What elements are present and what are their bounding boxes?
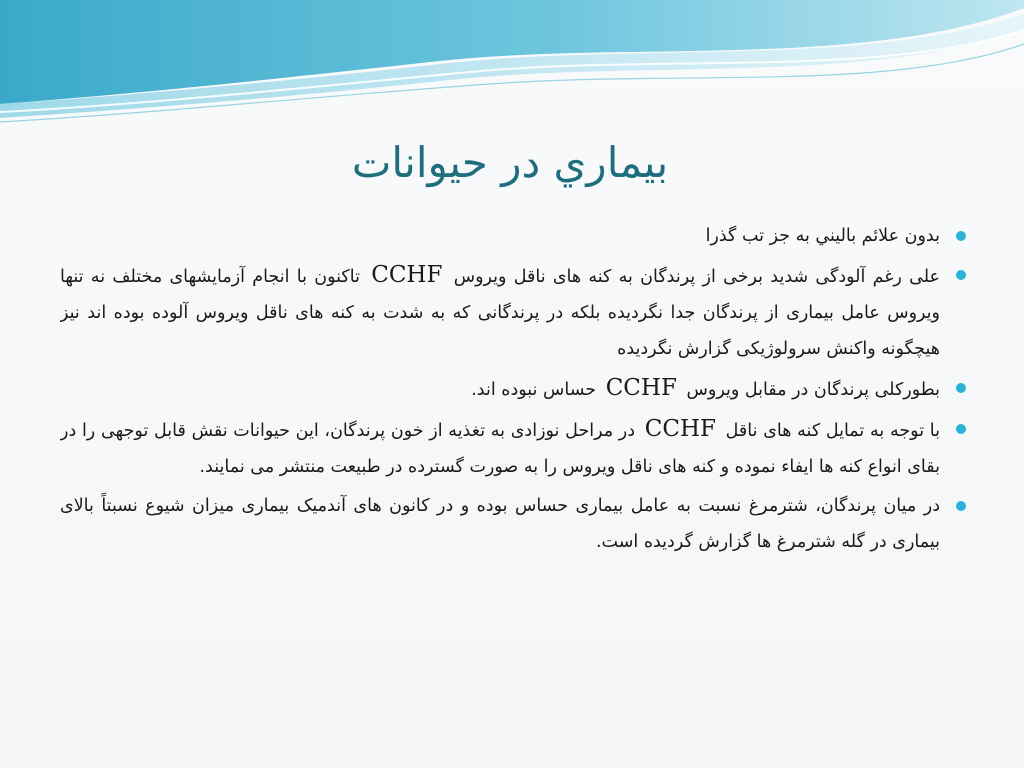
bullet-dot-icon	[956, 231, 966, 241]
bullet-dot-icon	[956, 501, 966, 511]
bullet-text-4a: با توجه به تمایل کنه های ناقل	[725, 421, 940, 441]
decorative-wave-header	[0, 0, 1024, 130]
bullet-item-3	[60, 370, 966, 408]
bullet-text-1: بدون علائم باليني به جز تب گذرا	[705, 226, 940, 246]
bullet-text-3b: حساس نبوده اند.	[471, 380, 597, 400]
bullet-text-4b: در مراحل نوزادی به تغذیه از خون پرندگان، این حیوانات نقش قابل توجهی را در بقای انواع کنه ها ایفاء نموده و کنه های ناقل ویروس را به صورت گسترده در طبیعت منتشر می نمایند.	[60, 421, 940, 477]
bullet-item-5	[60, 488, 966, 560]
bullet-term-4: CCHF	[644, 416, 716, 442]
bullet-text-2a: علی رغم آلودگی شدید برخی از پرندگان به کنه های ناقل ویروس	[453, 267, 940, 287]
slide-title: بيماري در حيوانات	[351, 138, 669, 187]
bullet-text-3a: بطورکلی پرندگان در مقابل ویروس	[686, 380, 940, 400]
bullet-item-4	[60, 411, 966, 485]
bullet-text-2b: تاکنون با انجام آزمایشهای مختلف نه تنها ویروس عامل بیماری از پرندگان جدا نگردیده بلکه در پرندگانی که به شدت به کنه های ناقل ویروس آلوده بوده اند نیز هیچگونه واکنش سرولوژیکی گزارش نگردیده	[60, 267, 940, 359]
bullet-item-2	[60, 257, 966, 367]
bullet-list	[60, 218, 966, 738]
bullet-dot-icon	[956, 270, 966, 280]
bullet-item-1	[60, 218, 966, 254]
bullet-term-2: CCHF	[371, 262, 443, 288]
bullet-text-5: در میان پرندگان، شترمرغ نسبت به عامل بیماری حساس بوده و در کانون های آندمیک بیماری میزان شیوع نسبتاً بالای بیماری در گله شترمرغ ها گزارش گردیده است.	[60, 496, 940, 552]
bullet-dot-icon	[956, 424, 966, 434]
bullet-dot-icon	[956, 383, 966, 393]
bullet-term-3: CCHF	[605, 375, 677, 401]
